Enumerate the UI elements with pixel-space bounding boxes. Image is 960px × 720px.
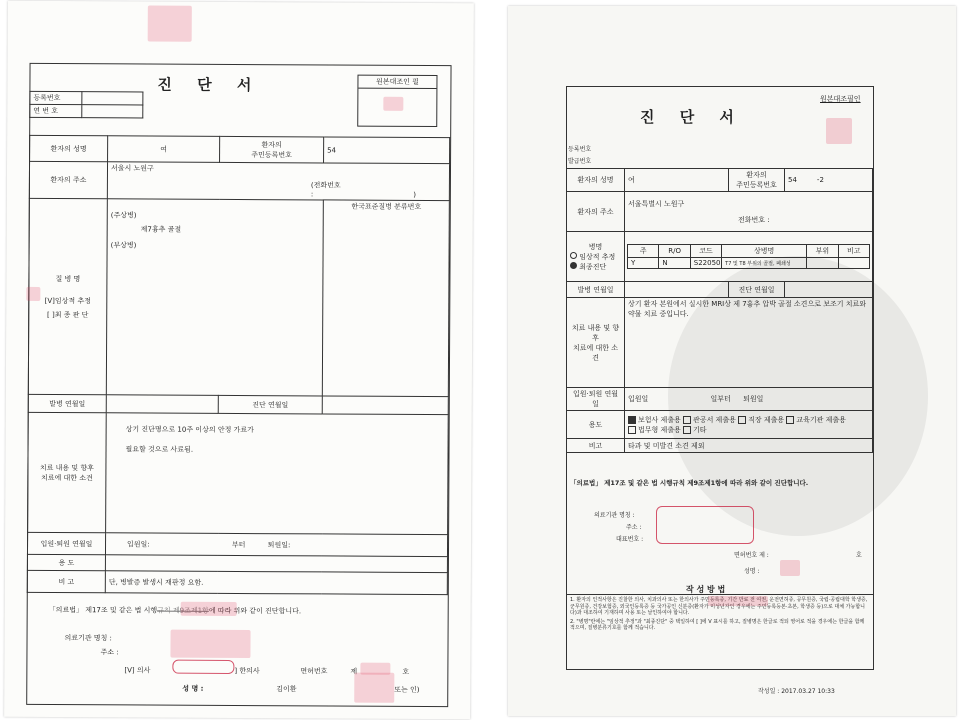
law-text-part-a: 「의료법」 제17조 및 같은 법 시행	[48, 606, 158, 615]
usage-option-government[interactable]: 관공서 제출용	[683, 416, 736, 424]
phone-label: (전화번호 :	[310, 181, 341, 199]
row-ro: N	[659, 258, 690, 269]
name-label: 성명 :	[744, 568, 760, 575]
patient-info-table	[566, 168, 873, 453]
redacted-mark	[780, 560, 800, 576]
address-cell	[625, 192, 873, 232]
usage-option-other[interactable]: 기타	[683, 426, 707, 434]
admit-label: 입원일:	[127, 539, 150, 549]
col-name: 상병명	[722, 245, 807, 258]
disease-table-cell	[625, 232, 873, 282]
law-text: 「의료법」 제17조 및 같은 법 시행규칙 제9조제1항에 따라 위와 같이 진단합니다.	[570, 479, 809, 487]
rrn-suffix: -2	[816, 176, 824, 184]
main-disease-label: (주상병)	[110, 211, 137, 220]
col-code: 코드	[690, 245, 721, 258]
patient-name-label: 환자의 성명	[567, 169, 625, 192]
inst-name-label: 의료기관 명칭 :	[64, 634, 112, 643]
usage-options	[625, 411, 873, 439]
usage-option-school[interactable]: 교육기관 제출용	[786, 416, 846, 424]
guide-title: 작 성 방 법	[686, 585, 726, 594]
issue-no-label: 발급번호	[568, 158, 592, 165]
treatment-line-2: 필요할 것으로 사료됨.	[125, 445, 194, 454]
sign-label: 성 명 :	[182, 684, 204, 693]
onset-label: 발병 연월일	[28, 394, 106, 412]
admission-cell	[105, 533, 447, 557]
onset-label: 발병 연월일	[567, 282, 625, 298]
sub-disease-label: (부상병)	[110, 241, 137, 250]
guide-text-1: 1. 환자의 인적사항은 진찰한 의사, 치과의사 또는 한의사가 주민등록증, 기간 만료 전 여권, 운전면허증, 공무원증, 국립·공립대학 학생증, 군무원증, 건강보험증, 외국인등록증 등 국가공인 신분증(환자가 미성년자인 경우에는 주민등록등본·초본, 학생증 등)으로 대체 가능합니다)과 대조하여 기재하며 사용 또는 날인하여야 합니다.	[570, 597, 868, 616]
final-option	[570, 262, 621, 272]
onset-value	[106, 395, 218, 414]
rrn-value: 54	[788, 176, 797, 184]
redacted-mark	[181, 602, 237, 616]
address-value: 서울특별시 노원구	[628, 199, 685, 208]
serial-no-value	[82, 105, 143, 118]
rrn-label: 환자의 주민등록번호	[729, 169, 785, 192]
law-text-struck: 규칙 제9조제1항	[157, 606, 209, 615]
from-label: 부터	[231, 540, 246, 549]
usage-label: 용 도	[27, 554, 105, 570]
col-main: 주	[628, 245, 659, 258]
license-no-label: 제	[350, 667, 358, 676]
right-document-page	[508, 6, 956, 716]
usage-option-insurance[interactable]: 보험사 제출용	[628, 416, 681, 424]
row-code: S22050	[690, 258, 721, 269]
remarks-value: 단, 병발증 발생시 재판정 요함.	[105, 571, 447, 595]
treatment-text: 상기 환자 본원에서 실시한 MRI상 제 7흉추 압박 골절 소견으로 보조기 치료와 약물 치료 중입니다.	[625, 298, 873, 388]
law-text-part-b: 에 따라 위와 같이 진단합니다.	[208, 606, 302, 616]
usage-option-work[interactable]: 직장 제출용	[738, 416, 784, 424]
remarks-value: 타과 및 미발견 소견 제외	[625, 439, 873, 453]
usage-label: 용도	[567, 411, 625, 439]
reg-no-label: 등록번호	[568, 146, 592, 153]
license-suffix: 호	[856, 552, 862, 559]
admit-label: 입원일	[628, 395, 649, 403]
final-label: 최종진단	[579, 262, 607, 271]
admission-label: 입원·퇴원 연월일	[27, 532, 105, 554]
diag-date-label: 진단 연월일	[218, 395, 322, 414]
license-label: 면허번호 제 :	[734, 552, 769, 559]
address-label: 환자의 주소	[29, 161, 107, 198]
onset-value	[625, 282, 729, 298]
remarks-label: 비 고	[27, 570, 105, 592]
original-copy-label: 원본대조필인	[820, 95, 861, 103]
col-note: 비고	[838, 245, 869, 258]
remarks-label: 비고	[567, 439, 625, 453]
license-label: 면허번호	[300, 667, 328, 676]
provisional-label: 임상적 추정	[579, 252, 616, 261]
col-ro: R/O	[659, 245, 690, 258]
kcd-label: 한국표준질병 분류번호	[322, 200, 449, 397]
row-name: T7 및 T8 부위의 골절, 폐쇄성	[722, 258, 807, 269]
rep-number-label: 대표번호 :	[616, 536, 644, 543]
patient-info-table	[27, 135, 450, 595]
left-document-page	[4, 1, 474, 719]
page-title: 진 단 서	[640, 108, 744, 126]
rrn-cell	[785, 169, 873, 192]
patient-name-value: 여	[625, 169, 729, 192]
sign-suffix: 또는 인)	[394, 685, 420, 694]
rrn-value: 54	[324, 137, 450, 164]
redacted-mark	[170, 630, 250, 658]
treatment-label: 치료 내용 및 향후 치료에 대한 소견	[28, 412, 107, 532]
diag-date-value	[322, 396, 448, 415]
doctor-name: 김이환	[276, 685, 297, 694]
red-stamp-area	[656, 506, 754, 544]
reg-number-table	[29, 91, 143, 119]
disease-label-cell	[567, 232, 625, 282]
redacted-mark	[354, 673, 394, 703]
reg-no-label: 등록번호	[30, 91, 82, 104]
redacted-mark	[148, 6, 192, 42]
patient-name-value: 여	[108, 136, 220, 163]
address-value: 서울시 노원구	[110, 164, 154, 173]
rrn-label: 환자의 주민등록번호	[220, 136, 324, 163]
disease-label: 질 병 명	[55, 274, 81, 283]
col-part: 부위	[807, 245, 838, 258]
disease-cell	[106, 199, 323, 396]
phone-label: 전화번호 :	[738, 215, 770, 224]
admission-label: 입원·퇴원 연월일	[567, 388, 625, 411]
from-label: 일부터	[710, 395, 731, 403]
disease-table	[627, 244, 870, 269]
redacted-mark	[826, 118, 852, 144]
inst-addr-label: 주소 :	[626, 524, 642, 531]
usage-value	[105, 555, 447, 573]
redacted-mark	[26, 287, 40, 301]
law-text	[49, 605, 301, 616]
treatment-cell	[106, 413, 449, 535]
row-note	[838, 258, 869, 269]
original-copy-label: 원본대조인 필	[358, 76, 436, 89]
license-suffix: 호	[402, 667, 410, 676]
final-label: [ ]최 종 판 단	[46, 310, 89, 319]
provisional-label: [V]임상적 추정	[44, 296, 91, 305]
diag-date-value	[785, 282, 873, 298]
created-date: 작성일 : 2017.03.27 10:33	[758, 688, 835, 695]
patient-name-label: 환자의 성명	[30, 135, 108, 161]
red-circle-mark	[172, 660, 234, 674]
address-cell	[107, 162, 449, 201]
reg-no-value	[82, 92, 143, 105]
discharge-label: 퇴원일:	[267, 540, 291, 549]
discharge-label: 퇴원일	[743, 395, 764, 403]
inst-addr-label: 주소 :	[100, 648, 119, 657]
serial-no-label: 연 번 호	[30, 104, 82, 117]
row-part	[807, 258, 838, 269]
usage-option-legal[interactable]: 법무형 제출용	[628, 426, 681, 434]
doctor-line: [V] 의사	[124, 666, 151, 675]
treatment-line-1: 상기 진단명으로 10주 이상의 안정 가료가	[125, 425, 254, 435]
redacted-mark	[708, 596, 768, 606]
row-main: Y	[628, 258, 659, 269]
redacted-mark	[383, 97, 403, 111]
disease-label: 병명	[588, 242, 603, 251]
main-disease-value: 제7흉추 골절	[140, 225, 182, 234]
phone-close: )	[413, 190, 416, 199]
address-label: 환자의 주소	[567, 192, 625, 232]
guide-text-2: 2. "병명"란에는 "임상적 추정"과 "최종진단" 중 택일하여 [ ]에 V 표시를 하고, 질병명은 한글로 적되 영어로 적을 경우에는 한글을 함께 적으며, 질병분류기호를 함께 적습니다.	[570, 618, 865, 631]
admission-cell	[625, 388, 873, 411]
dentist-label: ] 한의사	[234, 666, 260, 676]
page-title: 진 단 서	[157, 75, 262, 95]
diag-date-label: 진단 연월일	[729, 282, 785, 298]
provisional-option	[570, 252, 621, 262]
inst-name-label: 의료기관 명칭 :	[594, 512, 635, 519]
treatment-label: 치료 내용 및 향후 치료에 대한 소견	[567, 298, 625, 388]
phone-line	[311, 180, 446, 199]
